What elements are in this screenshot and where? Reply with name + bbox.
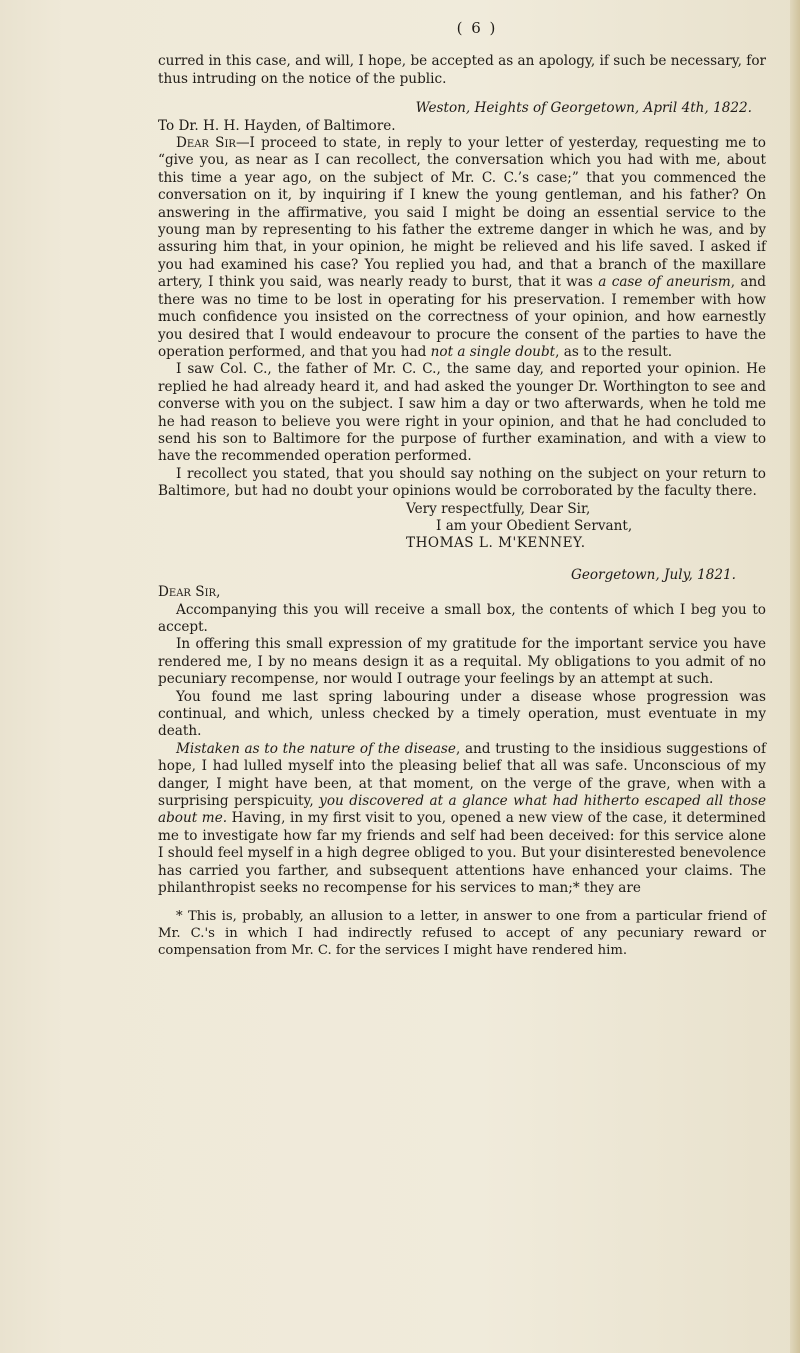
opening-paragraph: curred in this case, and will, I hope, be accepted as an apology, if such be necessary, for thus intruding on the notice of the public. [158,53,766,87]
letter-2-paragraph-4: Mistaken as to the nature of the disease, and trusting to the insidious suggestions of hope, I had lulled myself into the pleasing belief that all was safe. Unconscious of my danger, I might have been, at that moment, on the verge of the grave, when with a surprising perspicuity, you discovered at a glance what had hitherto escaped all those about me. Having, in my first visit to you, opened a new view of the case, it determined me to investigate how far my friends and self had been deceived: for this service alone I should feel myself in a high degree obliged to you. But your disinterested benevolence has carried you farther, and subsequent attentions have enhanced your claims. The philanthropist seeks no recompense for his services to man;* they are [158,740,766,897]
page-number: ( 6 ) [456,19,498,37]
page-text-block [158,20,766,959]
letter-1-signature: THOMAS L. M'KENNEY. [406,535,586,552]
letter-1-closing-2: I am your Obedient Servant, [436,517,633,534]
letter-2-paragraph-2: In offering this small expression of my gratitude for the important service you have rendered me, I by no means design it as a requital. My obligations to you admit of no pecuniary recompense, nor would I outrage your feelings by an attempt at such. [158,636,766,688]
footnote: * This is, probably, an allusion to a letter, in answer to one from a particular friend of Mr. C.'s in which I had indirectly refused to accept of any pecuniary reward or compensation from Mr. C. for the services I might have rendered him. [158,908,766,958]
letter-1-address: To Dr. H. H. Hayden, of Baltimore. [158,117,396,134]
letter-2-dateline: Georgetown, July, 1821. [571,566,736,583]
letter-2-salutation: Dear Sir, [158,584,221,601]
letter-2-paragraph-3: You found me last spring labouring under a disease whose progression was continual, and which, unless checked by a timely operation, must eventuate in my death. [158,688,766,740]
letter-1-paragraph-1: Dear Sir—I proceed to state, in reply to your letter of yesterday, requesting me to “give you, as near as I can recollect, the conversation which you had with me, about this time a year ago, on the subject of Mr. C. C.’s case;” that you commenced the conversation on it, by inquiring if I knew the young gentleman, and his father? On answering in the affirmative, you said I might be doing an essential service to the young man by representing to his father the extreme danger in which he was, and by assuring him that, in your opinion, he might be relieved and his life saved. I asked if you had examined his case? You replied you had, and that a branch of the maxillare artery, I think you said, was nearly ready to burst, that it was a case of aneurism, and there was no time to be lost in operating for his preservation. I remember with how much confidence you insisted on the correctness of your opinion, and how earnestly you desired that I would endeavour to procure the consent of the parties to have the operation performed, and that you had not a single doubt, as to the result. [158,135,766,360]
letter-1-dateline: Weston, Heights of Georgetown, April 4th, 1822. [415,100,752,117]
page-edge [790,0,800,1353]
letter-1-paragraph-3: I recollect you stated, that you should say nothing on the subject on your return to Baltimore, but had no doubt your opinions would be corroborated by the faculty there. [158,465,766,500]
letter-1-closing: Very respectfully, Dear Sir, [406,500,591,517]
letter-2-paragraph-1: Accompanying this you will receive a small box, the contents of which I beg you to accept. [158,601,766,635]
letter-1-paragraph-2: I saw Col. C., the father of Mr. C. C., the same day, and reported your opinion. He replied he had already heard it, and had asked the younger Dr. Worthington to see and converse with you on the subject. I saw him a day or two afterwards, when he told me he had reason to believe you were right in your opinion, and that he had concluded to send his son to Baltimore for the purpose of further examination, and with a view to have the recommended operation performed. [158,361,766,465]
letter-1-salutation: Dear Sir [176,135,236,152]
